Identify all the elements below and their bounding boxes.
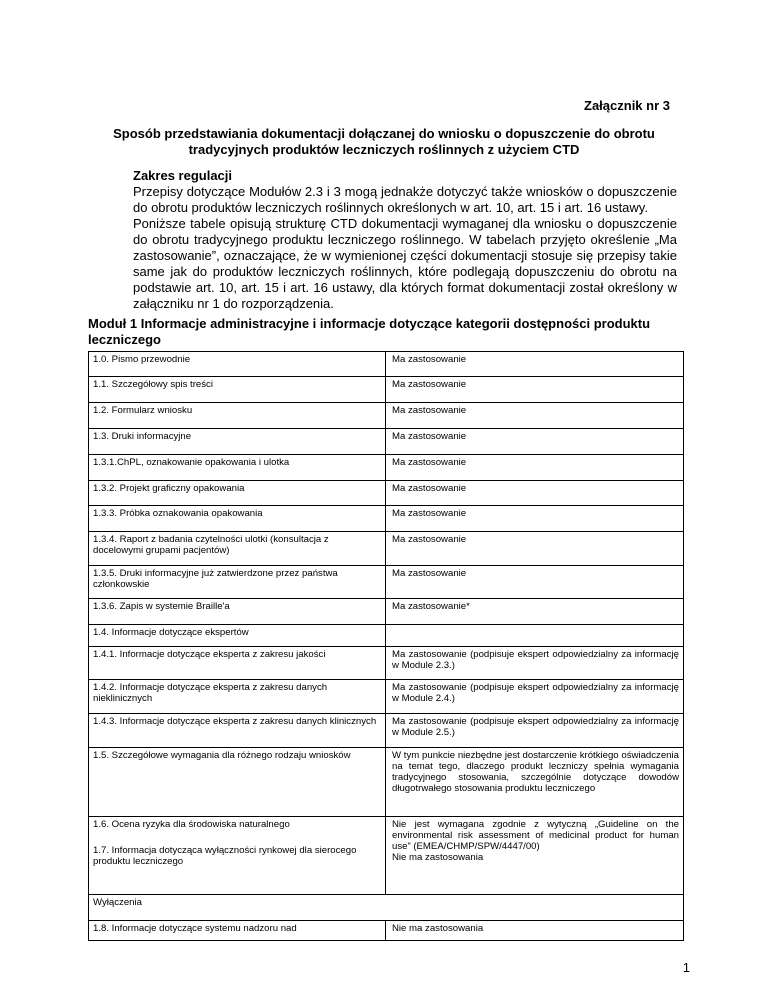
section-text: 1.6. Ocena ryzyka dla środowiska naturalnego <box>93 819 290 830</box>
table-row <box>89 403 684 429</box>
document-title: Sposób przedstawiania dokumentacji dołączanej do wniosku o dopuszczenie do obrotu tradycyjnych produktów leczniczych roślinnych z użyciem CTD <box>113 126 655 157</box>
status-cell: Ma zastosowanie* <box>386 599 684 625</box>
table-row <box>89 532 684 566</box>
table-row <box>89 455 684 481</box>
module-table <box>88 351 684 941</box>
table-row <box>89 817 684 895</box>
status-cell: Ma zastosowanie (podpisuje ekspert odpowiedzialny za informację w Module 2.3.) <box>386 647 684 680</box>
section-text: 1.7. Informacja dotycząca wyłączności rynkowej dla sierocego produktu leczniczego <box>93 845 357 867</box>
section-cell: 1.3.5. Druki informacyjne już zatwierdzone przez państwa członkowskie <box>89 566 386 599</box>
status-cell: W tym punkcie niezbędne jest dostarczenie krótkiego oświadczenia na temat tego, dlaczego produkt leczniczy spełnia wymagania tradycyjnego stosowania, szczególnie dotyczące dowodów długotrwałego stosowania produktu leczniczego <box>386 748 684 817</box>
section-cell: 1.1. Szczegółowy spis treści <box>89 377 386 403</box>
status-cell: Ma zastosowanie <box>386 506 684 532</box>
table-row <box>89 680 684 714</box>
section-cell: 1.3. Druki informacyjne <box>89 429 386 455</box>
status-cell: Ma zastosowanie <box>386 566 684 599</box>
table-row <box>89 748 684 817</box>
scope-paragraph: Przepisy dotyczące Modułów 2.3 i 3 mogą jednakże dotyczyć także wniosków o dopuszczenie do obrotu produktów leczniczych roślinnych określonych w art. 10, art. 15 i art. 16 ustawy. <box>133 184 677 215</box>
table-row <box>89 566 684 599</box>
section-cell: 1.4.1. Informacje dotyczące eksperta z zakresu jakości <box>89 647 386 680</box>
scope-section <box>133 168 677 312</box>
status-cell: Ma zastosowanie <box>386 481 684 506</box>
section-cell: 1.4.2. Informacje dotyczące eksperta z zakresu danych nieklinicznych <box>89 680 386 714</box>
attachment-label: Załącznik nr 3 <box>584 98 670 113</box>
status-cell: Ma zastosowanie <box>386 352 684 377</box>
scope-heading: Zakres regulacji <box>133 168 232 183</box>
section-cell: 1.4.3. Informacje dotyczące eksperta z zakresu danych klinicznych <box>89 714 386 748</box>
status-cell: Ma zastosowanie <box>386 403 684 429</box>
section-cell: 1.3.2. Projekt graficzny opakowania <box>89 481 386 506</box>
status-cell: Ma zastosowanie (podpisuje ekspert odpowiedzialny za informację w Module 2.5.) <box>386 714 684 748</box>
section-cell: 1.3.3. Próbka oznakowania opakowania <box>89 506 386 532</box>
section-cell: 1.3.1.ChPL, oznakowanie opakowania i ulotka <box>89 455 386 481</box>
status-cell: Ma zastosowanie <box>386 532 684 566</box>
status-cell: Nie ma zastosowania <box>386 921 684 941</box>
table-row <box>89 895 684 921</box>
status-cell <box>386 895 684 921</box>
section-cell: 1.3.4. Raport z badania czytelności ulotki (konsultacja z docelowymi grupami pacjentów) <box>89 532 386 566</box>
table-row <box>89 647 684 680</box>
section-cell: 1.3.6. Zapis w systemie Braille'a <box>89 599 386 625</box>
section-cell: 1.5. Szczegółowe wymagania dla różnego rodzaju wniosków <box>89 748 386 817</box>
table-row <box>89 506 684 532</box>
table-row <box>89 352 684 377</box>
section-cell <box>89 817 386 895</box>
table-row <box>89 921 684 941</box>
table-row <box>89 714 684 748</box>
status-cell: Ma zastosowanie <box>386 429 684 455</box>
table-row <box>89 429 684 455</box>
table-row <box>89 481 684 506</box>
status-text: Nie jest wymagana zgodnie z wytyczną „Guideline on the environmental risk assessment of medicinal product for human use” (EMEA/CHMP/SPW/4447/00) <box>392 819 679 852</box>
section-cell: 1.0. Pismo przewodnie <box>89 352 386 377</box>
status-cell: Ma zastosowanie (podpisuje ekspert odpowiedzialny za informację w Module 2.4.) <box>386 680 684 714</box>
scope-paragraph: Poniższe tabele opisują strukturę CTD dokumentacji wymaganej dla wniosku o dopuszczenie do obrotu tradycyjnego produktu leczniczego roślinnego. W tabelach przyjęto określenie „Ma zastosowanie”, oznaczające, że w wymienionej części dokumentacji stosuje się przepisy takie same jak do produktów leczniczych roślinnych, które podlegają dopuszczeniu do obrotu na podstawie art. 10, art. 15 i art. 16 ustawy, dla których format dokumentacji został określony w załączniku nr 1 do rozporządzenia. <box>133 216 677 311</box>
status-text: Nie ma zastosowania <box>392 852 484 863</box>
module-title: Moduł 1 Informacje administracyjne i informacje dotyczące kategorii dostępności produktu leczniczego <box>88 316 651 347</box>
status-cell <box>386 817 684 895</box>
status-cell: Ma zastosowanie <box>386 455 684 481</box>
status-cell <box>386 625 684 647</box>
section-cell: 1.8. Informacje dotyczące systemu nadzoru nad <box>89 921 386 941</box>
page-number: 1 <box>682 960 690 975</box>
section-cell: 1.2. Formularz wniosku <box>89 403 386 429</box>
table-row <box>89 377 684 403</box>
section-cell: Wyłączenia <box>89 895 386 921</box>
table-row <box>89 625 684 647</box>
status-cell: Ma zastosowanie <box>386 377 684 403</box>
table-row <box>89 599 684 625</box>
section-cell: 1.4. Informacje dotyczące ekspertów <box>89 625 386 647</box>
